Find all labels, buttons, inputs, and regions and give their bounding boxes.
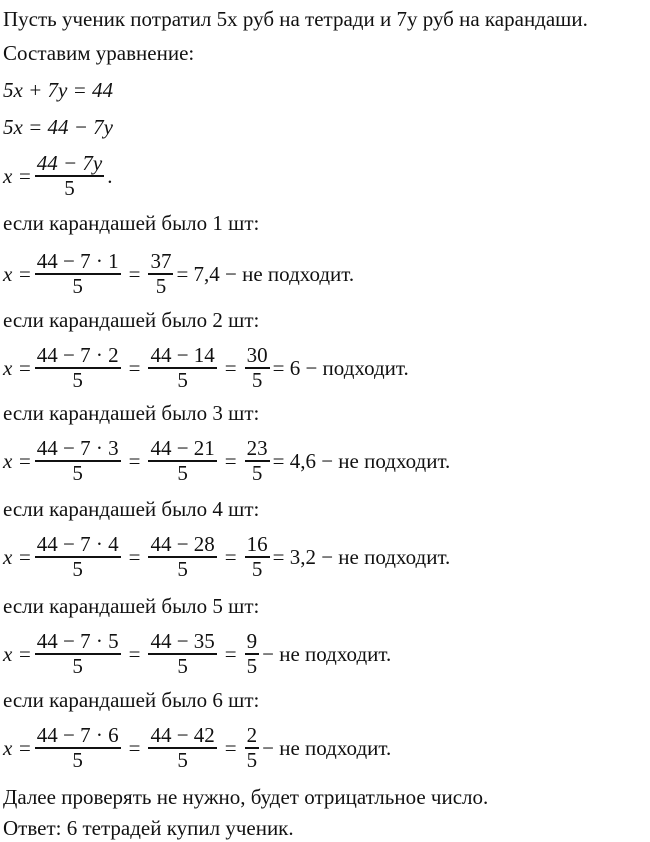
fraction-denominator: 5 [246,747,258,772]
case-fraction-3 [245,437,270,485]
case-fraction-1 [35,250,121,298]
case-lhs: x = [3,544,32,569]
fraction-denominator: 5 [72,460,83,485]
equals-sign: = [128,641,141,666]
case-fraction-3 [245,533,270,581]
intro-line-1: Пусть ученик потратил 5x руб на тетради и 7y руб на карандаши. [3,7,588,31]
fraction-numerator: 44 − 7y [36,151,103,176]
case-lhs: x = [3,641,32,666]
case-4-equation [3,529,450,585]
case-result: − не подходит. [262,641,392,666]
case-1-equation [3,246,354,302]
fraction-denominator: 5 [72,273,83,298]
equation-3-end: . [107,163,113,188]
fraction-numerator: 44 − 42 [150,723,215,748]
fraction-numerator: 44 − 7 · 6 [36,723,119,748]
fraction-denominator: 5 [246,653,258,678]
fraction-numerator: 30 [246,343,268,368]
fraction-numerator: 44 − 35 [150,629,215,654]
fraction-denominator: 5 [251,556,263,581]
case-lhs: x = [3,735,32,760]
equals-sign: = [128,448,141,473]
equation-3-lhs: x = [3,163,32,188]
fraction-denominator: 5 [251,460,263,485]
fraction-numerator: 44 − 7 · 3 [36,436,119,461]
equation-3-fraction [35,152,105,200]
equals-sign: = [224,355,237,380]
fraction-numerator: 23 [246,436,268,461]
case-lhs: x = [3,355,32,380]
case-fraction-2 [148,724,216,772]
case-result: − не подходит. [262,735,392,760]
case-fraction-1 [35,724,121,772]
case-1-header: если карандашей было 1 шт: [3,211,260,235]
fraction-denominator: 5 [177,460,188,485]
fraction-denominator: 5 [155,273,167,298]
case-fraction-2 [148,630,216,678]
fraction-denominator: 5 [72,653,83,678]
case-5-header: если карандашей было 5 шт: [3,594,260,618]
fraction-denominator: 5 [64,175,75,200]
intro-line-2: Составим уравнение: [3,41,195,65]
fraction-numerator: 44 − 14 [150,343,215,368]
case-result: = 7,4 − не подходит. [176,261,355,286]
case-result: = 3,2 − не подходит. [272,544,451,569]
equals-sign: = [224,735,237,760]
case-fraction-2 [148,533,216,581]
fraction-numerator: 44 − 28 [150,532,215,557]
equals-sign: = [128,735,141,760]
case-3-header: если карандашей было 3 шт: [3,401,260,425]
equals-sign: = [128,261,141,286]
fraction-numerator: 44 − 7 · 5 [36,629,119,654]
case-3-equation [3,433,450,489]
case-4-header: если карандашей было 4 шт: [3,497,260,521]
equation-1: 5x + 7y = 44 [3,78,113,102]
case-6-equation [3,720,391,776]
equals-sign: = [128,355,141,380]
case-fraction-1 [35,344,121,392]
fraction-denominator: 5 [177,556,188,581]
fraction-numerator: 44 − 7 · 1 [36,249,119,274]
equals-sign: = [224,544,237,569]
case-fraction-2 [148,250,173,298]
fraction-denominator: 5 [72,747,83,772]
fraction-numerator: 16 [246,532,268,557]
fraction-denominator: 5 [177,367,188,392]
fraction-numerator: 2 [246,723,258,748]
fraction-numerator: 37 [150,249,172,274]
case-fraction-1 [35,533,121,581]
case-5-equation [3,626,391,682]
fraction-denominator: 5 [177,747,188,772]
equals-sign: = [224,641,237,666]
case-result: = 6 − подходит. [272,355,409,380]
case-result: = 4,6 − не подходит. [272,448,451,473]
equation-3 [3,148,113,204]
equals-sign: = [224,448,237,473]
case-2-equation [3,340,409,396]
case-fraction-1 [35,437,121,485]
case-fraction-3 [245,344,270,392]
fraction-denominator: 5 [72,367,83,392]
fraction-numerator: 9 [246,629,258,654]
case-lhs: x = [3,448,32,473]
equals-sign: = [128,544,141,569]
fraction-numerator: 44 − 21 [150,436,215,461]
fraction-denominator: 5 [251,367,263,392]
case-2-header: если карандашей было 2 шт: [3,308,260,332]
case-lhs: x = [3,261,32,286]
case-fraction-2 [148,344,216,392]
fraction-denominator: 5 [72,556,83,581]
case-fraction-1 [35,630,121,678]
fraction-numerator: 44 − 7 · 2 [36,343,119,368]
conclusion-line-1: Далее проверять не нужно, будет отрицатльное число. [3,785,489,809]
fraction-denominator: 5 [177,653,188,678]
equation-2: 5x = 44 − 7y [3,115,113,139]
case-fraction-2 [148,437,216,485]
case-fraction-3 [245,724,260,772]
fraction-numerator: 44 − 7 · 4 [36,532,119,557]
case-6-header: если карандашей было 6 шт: [3,688,260,712]
case-fraction-3 [245,630,260,678]
conclusion-line-2: Ответ: 6 тетрадей купил ученик. [3,816,294,840]
